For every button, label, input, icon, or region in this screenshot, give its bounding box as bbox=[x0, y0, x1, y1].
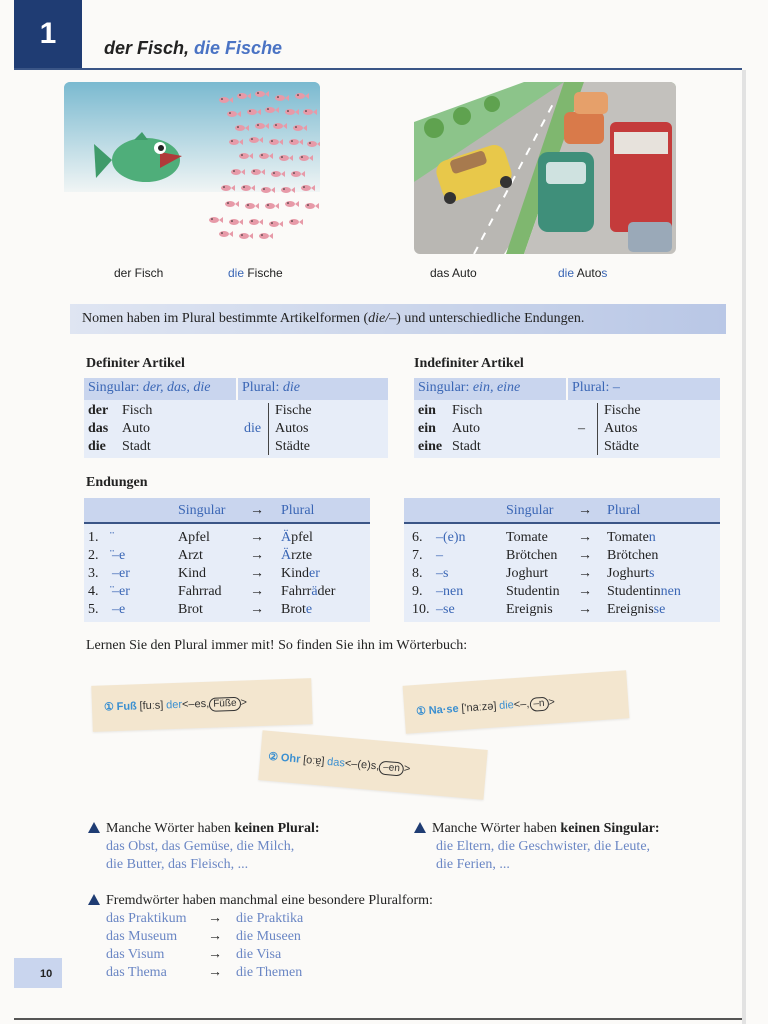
foreign-arrow: → bbox=[208, 929, 222, 944]
endung-singular: Brötchen bbox=[506, 548, 558, 563]
rule-text-part1: Nomen haben im Plural bestimmte Artikelformen ( bbox=[82, 311, 369, 326]
endungen-left-col-singular: Singular bbox=[178, 503, 226, 518]
warning-icon bbox=[88, 894, 100, 905]
note-no-singular-line1: die Eltern, die Geschwister, die Leute, bbox=[436, 839, 651, 854]
endung-plural-stem: Studentin bbox=[607, 584, 661, 599]
dict-fuss-plural: Füße bbox=[209, 697, 241, 712]
endung-singular: Apfel bbox=[178, 530, 210, 545]
page-title bbox=[104, 38, 282, 59]
endung-number: 10. bbox=[412, 602, 430, 617]
foreign-plural: die Themen bbox=[236, 965, 303, 980]
title-plural-article: die bbox=[194, 38, 221, 58]
chapter-number: 1 bbox=[14, 0, 82, 68]
endung-arrow: → bbox=[250, 566, 264, 581]
endung-plural-mark: Ä bbox=[281, 548, 292, 563]
endung-plural bbox=[607, 565, 654, 583]
endung-arrow: → bbox=[578, 602, 592, 617]
caption-fish-plural-article: die bbox=[228, 266, 245, 280]
endung-plural-mark: n bbox=[648, 530, 656, 545]
endung-singular: Brot bbox=[178, 602, 203, 617]
endung-plural-mark: nen bbox=[660, 584, 681, 599]
page-number: 10 bbox=[40, 968, 53, 980]
page-number-box bbox=[14, 958, 62, 988]
bottom-rule bbox=[14, 1018, 742, 1020]
endung-plural-mark: er bbox=[309, 566, 320, 581]
caption-fish-plural-noun: Fische bbox=[244, 266, 283, 280]
endung-plural bbox=[607, 601, 665, 619]
endungen-right-col-arrow: → bbox=[578, 503, 592, 518]
page-edge bbox=[742, 70, 746, 1024]
endungen-left-col-arrow: → bbox=[250, 503, 264, 518]
endung-arrow: → bbox=[250, 602, 264, 617]
foreign-arrow: → bbox=[208, 947, 222, 962]
note-no-plural-line2: die Butter, das Fleisch, ... bbox=[106, 857, 249, 872]
endung-suffix: –se bbox=[436, 602, 455, 617]
endung-arrow: → bbox=[578, 566, 592, 581]
endung-number: 5. bbox=[88, 602, 99, 617]
dict-fuss-num: ① bbox=[103, 701, 115, 714]
dict-ohr-word: Ohr bbox=[280, 751, 301, 766]
dict-nase-word: Na·se bbox=[428, 702, 460, 717]
endung-plural-mark: s bbox=[649, 566, 655, 581]
foreign-plural: die Visa bbox=[236, 947, 282, 962]
endung-singular: Kind bbox=[178, 566, 206, 581]
note-no-plural-bold: keinen Plural: bbox=[234, 821, 320, 836]
note-no-plural bbox=[88, 820, 320, 838]
definite-plural-label-text: Plural: bbox=[242, 380, 283, 395]
endung-number: 3. bbox=[88, 566, 99, 581]
endung-singular: Ereignis bbox=[506, 602, 553, 617]
foreign-plural: die Praktika bbox=[236, 911, 304, 926]
endung-plural-rest: der bbox=[317, 584, 336, 599]
dict-nase-article: die bbox=[498, 699, 515, 713]
endung-plural-mark: e bbox=[305, 602, 313, 617]
endung-suffix: –e bbox=[112, 602, 126, 617]
indefinite-singular-forms: ein, eine bbox=[472, 380, 521, 395]
endung-suffix: –s bbox=[436, 566, 449, 581]
definite-singular-forms: der, das, die bbox=[142, 380, 211, 395]
caption-auto-plural-ending: s bbox=[601, 266, 608, 280]
endung-number: 9. bbox=[412, 584, 423, 599]
indefinite-article-0: ein bbox=[418, 403, 436, 418]
caption-auto-singular: das Auto bbox=[430, 266, 477, 280]
definite-divider bbox=[268, 403, 269, 455]
foreign-singular: das Thema bbox=[106, 965, 167, 980]
dict-fuss-rest: <–es, bbox=[181, 697, 210, 711]
endung-plural bbox=[281, 547, 312, 565]
dict-nase-rest: <–, bbox=[513, 697, 530, 712]
endungen-left-header bbox=[84, 498, 370, 524]
dict-nase-num: ① bbox=[415, 705, 427, 718]
note-no-singular bbox=[414, 820, 660, 838]
endung-arrow: → bbox=[578, 584, 592, 599]
endung-plural-rest: rzte bbox=[291, 548, 313, 563]
definite-plural-article: die bbox=[244, 421, 262, 436]
foreign-arrow: → bbox=[208, 965, 222, 980]
endungen-right-col-plural: Plural bbox=[607, 503, 641, 518]
caption-auto-plural-article: die bbox=[558, 266, 575, 280]
indefinite-divider bbox=[597, 403, 598, 455]
endung-number: 4. bbox=[88, 584, 99, 599]
indefinite-plural-2: Städte bbox=[604, 439, 639, 454]
traffic-illustration bbox=[414, 82, 676, 254]
endung-arrow: → bbox=[250, 530, 264, 545]
indefinite-article-2: eine bbox=[418, 439, 443, 454]
foreign-singular: das Visum bbox=[106, 947, 165, 962]
endung-suffix: –nen bbox=[436, 584, 464, 599]
indefinite-plural-article: – bbox=[578, 421, 585, 436]
indefinite-plural-label: Plural: – bbox=[572, 380, 620, 395]
endung-singular: Studentin bbox=[506, 584, 560, 599]
endung-singular: Tomate bbox=[506, 530, 548, 545]
endung-plural bbox=[281, 583, 335, 601]
endung-suffix: ̈–e bbox=[112, 548, 126, 563]
endung-arrow: → bbox=[250, 548, 264, 563]
dict-ohr-plural: –en bbox=[379, 761, 405, 777]
endung-singular: Arzt bbox=[178, 548, 203, 563]
dict-ohr-rest: <–(e)s, bbox=[344, 757, 380, 773]
foreign-plural: die Museen bbox=[236, 929, 301, 944]
indefinite-noun-2: Stadt bbox=[452, 439, 481, 454]
caption-fish-plural bbox=[228, 266, 283, 280]
dict-ohr-ipa: [oːɐ̯] bbox=[302, 753, 325, 768]
endung-plural-stem: Tomate bbox=[607, 530, 649, 545]
dictionary-intro: Lernen Sie den Plural immer mit! So finden Sie ihn im Wörterbuch: bbox=[86, 638, 468, 653]
caption-fish-singular: der Fisch bbox=[114, 266, 164, 280]
definite-plural-0: Fische bbox=[275, 403, 312, 418]
endung-suffix: ̈–er bbox=[112, 584, 130, 599]
endung-arrow: → bbox=[578, 530, 592, 545]
endungen-right-header bbox=[404, 498, 720, 524]
title-singular: der Fisch, bbox=[104, 38, 195, 58]
definite-heading: Definiter Artikel bbox=[86, 356, 185, 371]
endung-arrow: → bbox=[250, 584, 264, 599]
note-foreign bbox=[88, 892, 433, 910]
rule-text-part2: ) und unterschiedliche Endungen. bbox=[396, 311, 585, 326]
endungen-left-col-plural: Plural bbox=[281, 503, 315, 518]
endung-plural-stem: Fahrr bbox=[281, 584, 312, 599]
definite-noun-1: Auto bbox=[122, 421, 150, 436]
definite-article-1: das bbox=[88, 421, 109, 436]
endung-plural-stem: Joghurt bbox=[607, 566, 649, 581]
dict-nase-end: > bbox=[548, 696, 556, 709]
note-no-singular-intro: Manche Wörter haben bbox=[432, 821, 561, 836]
endung-plural bbox=[607, 547, 658, 565]
foreign-singular: das Museum bbox=[106, 929, 178, 944]
warning-icon bbox=[414, 822, 426, 833]
indefinite-noun-0: Fisch bbox=[452, 403, 483, 418]
title-plural-noun: Fische bbox=[220, 38, 283, 58]
indefinite-heading: Indefiniter Artikel bbox=[414, 356, 524, 371]
dict-fuss-word: Fuß bbox=[116, 700, 138, 714]
endung-arrow: → bbox=[578, 548, 592, 563]
dict-ohr-end: > bbox=[403, 762, 411, 776]
endung-plural bbox=[281, 565, 320, 583]
endung-singular: Joghurt bbox=[506, 566, 548, 581]
definite-plural-1: Autos bbox=[275, 421, 309, 436]
endung-suffix: –er bbox=[112, 566, 130, 581]
endung-number: 8. bbox=[412, 566, 423, 581]
endung-number: 2. bbox=[88, 548, 99, 563]
note-no-singular-line2: die Ferien, ... bbox=[436, 857, 510, 872]
endung-plural bbox=[607, 583, 681, 601]
indefinite-noun-1: Auto bbox=[452, 421, 480, 436]
endung-plural bbox=[281, 529, 313, 547]
warning-icon bbox=[88, 822, 100, 833]
definite-plural-form: die bbox=[282, 380, 300, 395]
indefinite-article-1: ein bbox=[418, 421, 436, 436]
endung-number: 6. bbox=[412, 530, 423, 545]
dict-ohr-num: ② bbox=[267, 750, 279, 764]
indefinite-plural-1: Autos bbox=[604, 421, 638, 436]
caption-auto-plural bbox=[558, 266, 607, 280]
fish-illustration bbox=[64, 82, 320, 242]
dict-ohr-article: das bbox=[326, 755, 346, 770]
foreign-arrow: → bbox=[208, 911, 222, 926]
dict-fuss-end: > bbox=[240, 696, 248, 709]
caption-auto-plural-noun: Auto bbox=[574, 266, 602, 280]
indefinite-singular-label bbox=[418, 380, 520, 396]
definite-singular-label bbox=[88, 380, 211, 396]
endung-plural-stem: Brot bbox=[281, 602, 306, 617]
endung-suffix: –(e)n bbox=[436, 530, 466, 545]
foreign-singular: das Praktikum bbox=[106, 911, 187, 926]
dict-nase-ipa: ['naːzə] bbox=[460, 700, 497, 715]
endung-suffix: – bbox=[436, 548, 443, 563]
endung-plural-mark: se bbox=[653, 602, 666, 617]
definite-singular-label-text: Singular: bbox=[88, 380, 143, 395]
note-no-singular-bold: keinen Singular: bbox=[560, 821, 660, 836]
definite-article-2: die bbox=[88, 439, 106, 454]
endung-plural-mark: Ä bbox=[281, 530, 292, 545]
endung-plural-mark: ä bbox=[311, 584, 318, 599]
dict-fuss-ipa: [fuːs] bbox=[139, 699, 164, 713]
endungen-right-col-singular: Singular bbox=[506, 503, 554, 518]
endung-plural bbox=[607, 529, 656, 547]
definite-article-0: der bbox=[88, 403, 109, 418]
indefinite-singular-label-text: Singular: bbox=[418, 380, 473, 395]
endung-plural-stem: Kind bbox=[281, 566, 309, 581]
endungen-heading: Endungen bbox=[86, 475, 148, 490]
endung-plural-stem: Brötchen bbox=[607, 548, 659, 563]
header-rule bbox=[14, 68, 742, 70]
note-no-plural-intro: Manche Wörter haben bbox=[106, 821, 235, 836]
endung-number: 7. bbox=[412, 548, 423, 563]
indefinite-plural-0: Fische bbox=[604, 403, 641, 418]
definite-plural-2: Städte bbox=[275, 439, 310, 454]
dict-fuss-article: der bbox=[165, 698, 183, 712]
definite-plural-label bbox=[242, 380, 300, 396]
endung-plural-stem: Ereignis bbox=[607, 602, 654, 617]
endung-plural bbox=[281, 601, 312, 619]
dict-nase-plural: –n bbox=[529, 697, 549, 712]
endung-plural-rest: pfel bbox=[291, 530, 313, 545]
definite-noun-2: Stadt bbox=[122, 439, 151, 454]
definite-noun-0: Fisch bbox=[122, 403, 153, 418]
endung-number: 1. bbox=[88, 530, 99, 545]
rule-text bbox=[82, 311, 584, 327]
rule-text-italic: die/– bbox=[368, 311, 397, 326]
note-no-plural-line1: das Obst, das Gemüse, die Milch, bbox=[106, 839, 295, 854]
endung-singular: Fahrrad bbox=[178, 584, 222, 599]
note-foreign-intro: Fremdwörter haben manchmal eine besondere Pluralform: bbox=[106, 893, 433, 908]
